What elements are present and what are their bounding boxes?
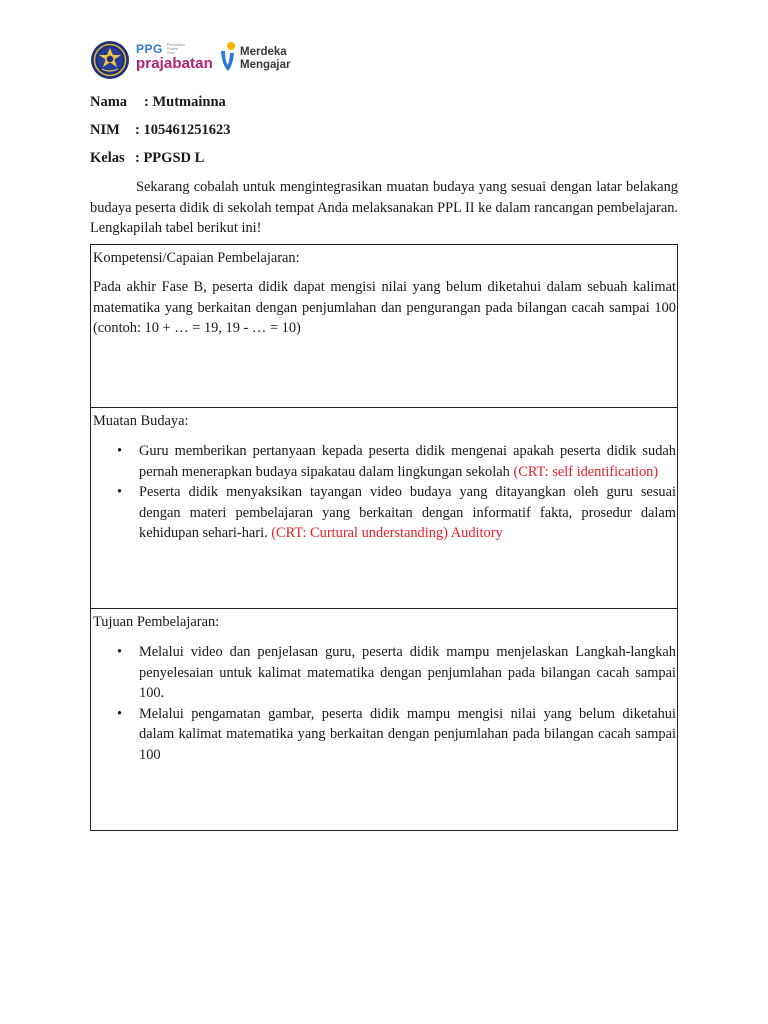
ppg-subtext-line: Profesi (166, 47, 179, 51)
ppg-subtext (167, 43, 185, 55)
list-item (93, 441, 677, 482)
class-label: Kelas (90, 150, 125, 166)
merdeka-mengajar-wordmark (240, 46, 291, 72)
lesson-plan-table (90, 244, 678, 831)
ppg-subtext-line: Guru (166, 51, 175, 55)
list-item (93, 482, 677, 544)
objectives-title: Tujuan Pembelajaran: (93, 614, 220, 630)
bullet-icon: • (117, 443, 123, 459)
bullet-icon: • (117, 705, 123, 722)
culture-item-text: Peserta didik menyaksikan tayangan video budaya yang ditayangkan oleh guru sesuai dengan materi pembelajaran yang berkaitan dengan informatif fakta, prosedur dalam kehidupan sehari-hari. (139, 484, 676, 541)
list-item (93, 642, 677, 704)
bullet-icon: • (117, 644, 123, 660)
objectives-list (93, 642, 677, 765)
student-name-line (90, 94, 226, 111)
merdeka-mengajar-icon (218, 41, 238, 75)
nim-label: NIM (90, 122, 120, 138)
competency-title: Kompetensi/Capaian Pembelajaran: (93, 250, 300, 266)
crt-note: (CRT: self identification) (513, 463, 659, 480)
name-value: : Mutmainna (144, 94, 226, 110)
competency-body: Pada akhir Fase B, peserta didik dapat mengisi nilai yang belum diketahui dalam sebuah kalimat matematika yang berkaitan dengan penjumlahan dan pengurangan pada bilangan cacah sampai 100 (contoh: 10 + … = 19, 19 - … = 10) (93, 279, 676, 336)
competency-cell (91, 245, 677, 408)
header-logos (90, 38, 310, 82)
merdeka-word: Merdeka (240, 46, 287, 58)
objectives-cell (91, 609, 677, 830)
culture-title: Muatan Budaya: (93, 413, 189, 429)
ppg-subtext-line: Pendidikan (166, 43, 185, 47)
university-seal-logo (90, 40, 130, 80)
culture-cell (91, 408, 677, 609)
culture-list (93, 441, 677, 544)
name-label: Nama (90, 94, 128, 110)
list-item (93, 704, 677, 766)
nim-value: : 105461251623 (135, 122, 231, 138)
objective-item-text: Melalui video dan penjelasan guru, peserta didik mampu menjelaskan Langkah-langkah penyelesaian untuk kalimat matematika dengan penjumlahan pada bilangan cacah sampai 100. (139, 644, 676, 701)
student-nim-line (90, 122, 230, 139)
prajabatan-word: prajabatan (136, 55, 213, 72)
objective-item-text: Melalui pengamatan gambar, peserta didik mampu mengisi nilai yang belum diketahui dalam kalimat matematika yang berkaitan dengan penjumlahan pada bilangan cacah sampai 100 (139, 705, 676, 763)
student-class-line (90, 150, 204, 167)
culture-item-text: Guru memberikan pertanyaan kepada peserta didik mengenai apakah peserta didik sudah pernah menerapkan budaya sipakatau dalam lingkungan sekolah (139, 443, 676, 480)
ppg-word: PPG (136, 42, 163, 56)
crt-note: (CRT: Curtural understanding) Auditory (271, 525, 503, 541)
mengajar-word: Mengajar (240, 59, 291, 71)
bullet-icon: • (117, 484, 123, 500)
class-value: : PPGSD L (135, 150, 205, 166)
ppg-prajabatan-logo (136, 42, 213, 72)
intro-paragraph: Sekarang cobalah untuk mengintegrasikan muatan budaya yang sesuai dengan latar belakang budaya peserta didik di sekolah tempat Anda melaksanakan PPL II ke dalam rancangan pembelajaran. Lengkapilah tabel berikut ini! (90, 179, 678, 236)
